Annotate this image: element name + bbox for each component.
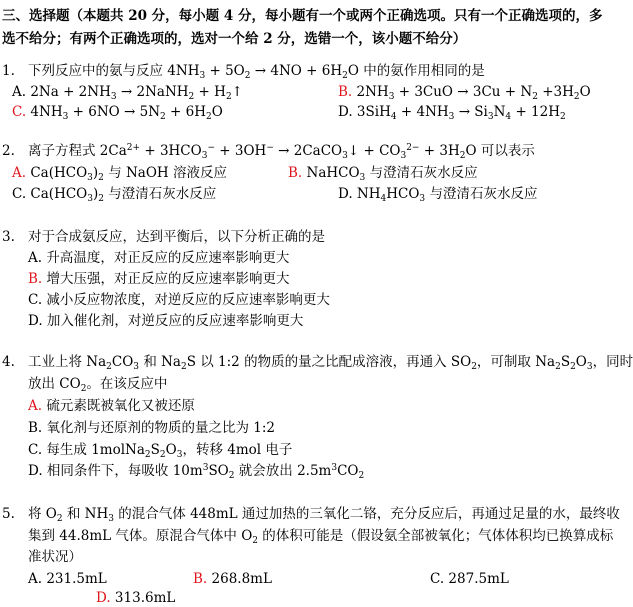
q1-number: 1. — [2, 63, 15, 79]
q3-stem: 对于合成氨反应，达到平衡后，以下分析正确的是 — [28, 229, 325, 245]
q5-stem-line-1: 将 $O_2$ 和 $NH_3$ 的混合气体 448mL 通过加热的三氧化二铬，充分反应后，再通过足量的水，最终收 — [28, 506, 620, 524]
q5-stem-line-3: 准状况） — [28, 549, 82, 565]
q2-option-b: B. NaHCO$_3$ 与澄清石灰水反应 — [288, 165, 478, 183]
q3-option-d: D. 加入催化剂，对逆反应的反应速率影响更大 — [28, 313, 304, 329]
q2-option-d: D. $NH_4HCO_3$ 与澄清石灰水反应 — [338, 186, 538, 204]
q1-option-c: C. $4NH_3 + 6NO \to 5N_2 + 6H_2O$ — [12, 104, 223, 122]
q4-option-c: C. 每生成 $1molNa_2S_2O_3$，转移 4mol 电子 — [28, 442, 293, 460]
q1-option-d: D. $3SiH_4 + 4NH_3 \to Si_3N_4 + 12H_2$ — [338, 104, 566, 122]
q4-option-b: B. 氧化剂与还原剂的物质的量之比为 1:2 — [28, 420, 276, 436]
section-header-line-2: 选不给分；有两个正确选项的，选对一个给 2 分，选错一个，该小题不给分） — [2, 31, 467, 47]
q5-option-a: A. 231.5mL — [28, 571, 107, 587]
q3-option-a: A. 升高温度，对正反应的反应速率影响更大 — [28, 250, 290, 266]
q2-option-a: A. $Ca(HCO_3)_2$ 与 NaOH 溶液反应 — [12, 165, 227, 183]
q2-option-c: C. $Ca(HCO_3)_2$ 与澄清石灰水反应 — [12, 186, 217, 204]
q4-option-a: A. 硫元素既被氧化又被还原 — [28, 398, 195, 414]
q4-number: 4. — [2, 354, 15, 370]
q4-stem-line-1: 工业上将 $Na_2CO_3$ 和 $Na_2S$ 以 1:2 的物质的量之比配成溶液，再通入 $SO_2$，可制取 $Na_2S_2O_3$，同时 — [28, 354, 633, 372]
q2-number: 2. — [2, 143, 15, 159]
q3-number: 3. — [2, 229, 15, 245]
q2-stem: 离子方程式 $2Ca^{2+} + 3HCO_3^- + 3OH^-$ → 2CaCO$_3$↓ + $CO_3^{2-} + 3H_2O$ 可以表示 — [28, 143, 535, 161]
q1-stem: 下列反应中的氨与反应 $4NH_3 + 5O_2 \to 4NO + 6H_2O$ 中的氨作用相同的是 — [28, 63, 485, 81]
q5-option-b: B. 268.8mL — [193, 571, 272, 587]
q3-option-c: C. 减小反应物浓度，对逆反应的反应速率影响更大 — [28, 292, 330, 308]
q5-stem-line-2: 集到 44.8mL 气体。原混合气体中 $O_2$ 的体积可能是（假设氨全部被氧化；气体体积均已换算成标 — [28, 528, 614, 546]
q1-option-b: B. $2NH_3 + 3CuO \to 3Cu + N_2 +3H_2O$ — [338, 84, 591, 102]
section-header-line-1: 三、选择题（本题共 20 分，每小题 4 分，每小题有一个或两个正确选项。只有一个正确选项的，多 — [2, 8, 603, 24]
q3-option-b: B. 增大压强，对正反应的反应速率影响更大 — [28, 271, 290, 287]
q5-number: 5. — [2, 506, 15, 522]
q1-option-a: A. $2Na + 2NH_3$ → 2NaNH$_2$ + $H_2↑$ — [12, 84, 243, 102]
q5-option-c: C. 287.5mL — [430, 571, 509, 587]
q4-stem-line-2: 放出 $CO_2$。在该反应中 — [28, 376, 168, 394]
q4-option-d: D. 相同条件下，每吸收 $10m^3SO_2$ 就会放出 $2.5m^3CO_2$ — [28, 463, 365, 481]
q5-option-d: D. 313.6mL — [96, 590, 176, 606]
